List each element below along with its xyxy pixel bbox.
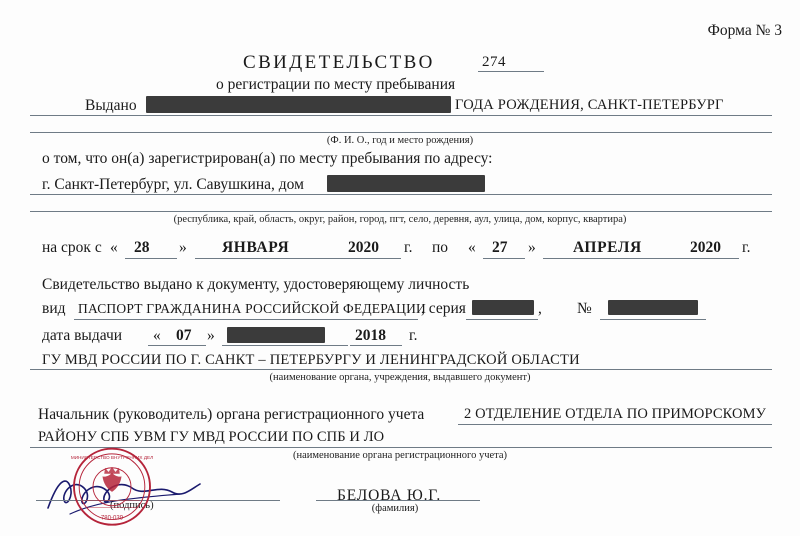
term-from-month: ЯНВАРЯ: [222, 239, 290, 256]
identity-organ: ГУ МВД РОССИИ ПО Г. САНКТ – ПЕТЕРБУРГУ И ЛЕНИНГРАДСКОЙ ОБЛАСТИ: [42, 352, 580, 368]
identity-comma: ,: [538, 300, 542, 317]
identity-nomer-rule: [600, 319, 706, 320]
identity-line: Свидетельство выдано к документу, удостоверяющему личность: [42, 276, 470, 293]
form-number: Форма № 3: [707, 22, 782, 39]
term-label: на срок с: [42, 239, 102, 256]
identity-date-g: г.: [409, 327, 418, 344]
identity-date-year-rule: [350, 345, 402, 346]
term-po: по: [432, 239, 449, 256]
fio-rule: [30, 132, 772, 133]
caption-chief-organ: (наименование органа регистрационного учета): [292, 450, 508, 461]
redacted-nomer: [608, 300, 698, 315]
identity-date-day-rule: [148, 345, 206, 346]
term-quote-open-2: «: [468, 239, 476, 256]
caption-address: (республика, край, область, округ, район, город, пгт, село, деревня, аул, улица, дом, корпус, квартира): [173, 214, 627, 225]
term-quote-open-1: «: [110, 239, 118, 256]
caption-surname: (фамилия): [371, 503, 419, 514]
caption-organ: (наименование органа, учреждения, выдавшего документ): [269, 372, 531, 383]
identity-vid-value: ПАСПОРТ ГРАЖДАНИНА РОССИЙСКОЙ ФЕДЕРАЦИИ: [78, 301, 426, 316]
term-month1-rule: [195, 258, 345, 259]
birth-place-text: ГОДА РОЖДЕНИЯ, САНКТ-ПЕТЕРБУРГ: [455, 97, 724, 113]
chief-label: Начальник (руководитель) органа регистрационного учета: [38, 406, 425, 423]
term-month2-rule: [543, 258, 687, 259]
redacted-seria: [472, 300, 534, 315]
identity-nomer-label: №: [577, 300, 592, 317]
term-to-year: 2020: [690, 239, 721, 256]
term-year1-rule: [345, 258, 401, 259]
surname-rule: [316, 500, 480, 501]
redacted-address: [327, 175, 485, 192]
term-from-year: 2020: [348, 239, 379, 256]
chief-rule-1: [458, 424, 772, 425]
identity-date-label: дата выдачи: [42, 327, 123, 344]
term-quote-close-2: »: [528, 239, 536, 256]
redacted-fullname: [146, 96, 451, 113]
document-number: 274: [482, 54, 506, 70]
term-year2-rule: [687, 258, 739, 259]
address-text: г. Санкт-Петербург, ул. Савушкина, дом: [42, 176, 304, 193]
identity-date-month-rule: [222, 345, 348, 346]
address-rule-2: [30, 211, 772, 212]
identity-date-quote-close: »: [207, 327, 215, 344]
term-from-day: 28: [134, 239, 150, 256]
term-day2-rule: [483, 258, 525, 259]
term-g-2: г.: [742, 239, 751, 256]
chief-value-line-2: РАЙОНУ СПБ УВМ ГУ МВД РОССИИ ПО СПБ И ЛО: [38, 429, 385, 445]
identity-date-year: 2018: [355, 327, 386, 344]
address-rule-1: [30, 194, 772, 195]
caption-signature: (подпись): [110, 500, 154, 511]
identity-date-quote-open: «: [153, 327, 161, 344]
svg-text:780-039: 780-039: [100, 515, 124, 522]
term-quote-close-1: »: [179, 239, 187, 256]
svg-text:МИНИСТЕРСТВО ВНУТРЕННИХ ДЕЛ: МИНИСТЕРСТВО ВНУТРЕННИХ ДЕЛ: [70, 455, 154, 461]
issued-label: Выдано: [85, 97, 137, 114]
registered-text: о том, что он(а) зарегистрирован(а) по месту пребывания по адресу:: [42, 150, 493, 167]
chief-value-line-1: 2 ОТДЕЛЕНИЕ ОТДЕЛА ПО ПРИМОРСКОМУ: [464, 406, 766, 422]
identity-organ-rule: [30, 369, 772, 370]
term-day1-rule: [125, 258, 177, 259]
term-to-month: АПРЕЛЯ: [573, 239, 642, 256]
identity-seria-label: , серия: [421, 300, 466, 317]
issued-rule: [30, 115, 772, 116]
identity-vid-label: вид: [42, 300, 66, 317]
identity-seria-rule: [466, 319, 538, 320]
document-title: СВИДЕТЕЛЬСТВО: [243, 52, 435, 73]
term-to-day: 27: [492, 239, 508, 256]
identity-date-day: 07: [176, 327, 192, 344]
chief-surname: БЕЛОВА Ю.Г.: [337, 487, 441, 504]
identity-vid-rule: [74, 319, 418, 320]
document-subtitle: о регистрации по месту пребывания: [216, 76, 456, 93]
official-stamp: [28, 447, 196, 536]
caption-fio: (Ф. И. О., год и место рождения): [326, 135, 474, 146]
redacted-date-month: [227, 327, 325, 343]
term-g-1: г.: [404, 239, 413, 256]
document-number-rule: [478, 71, 544, 72]
